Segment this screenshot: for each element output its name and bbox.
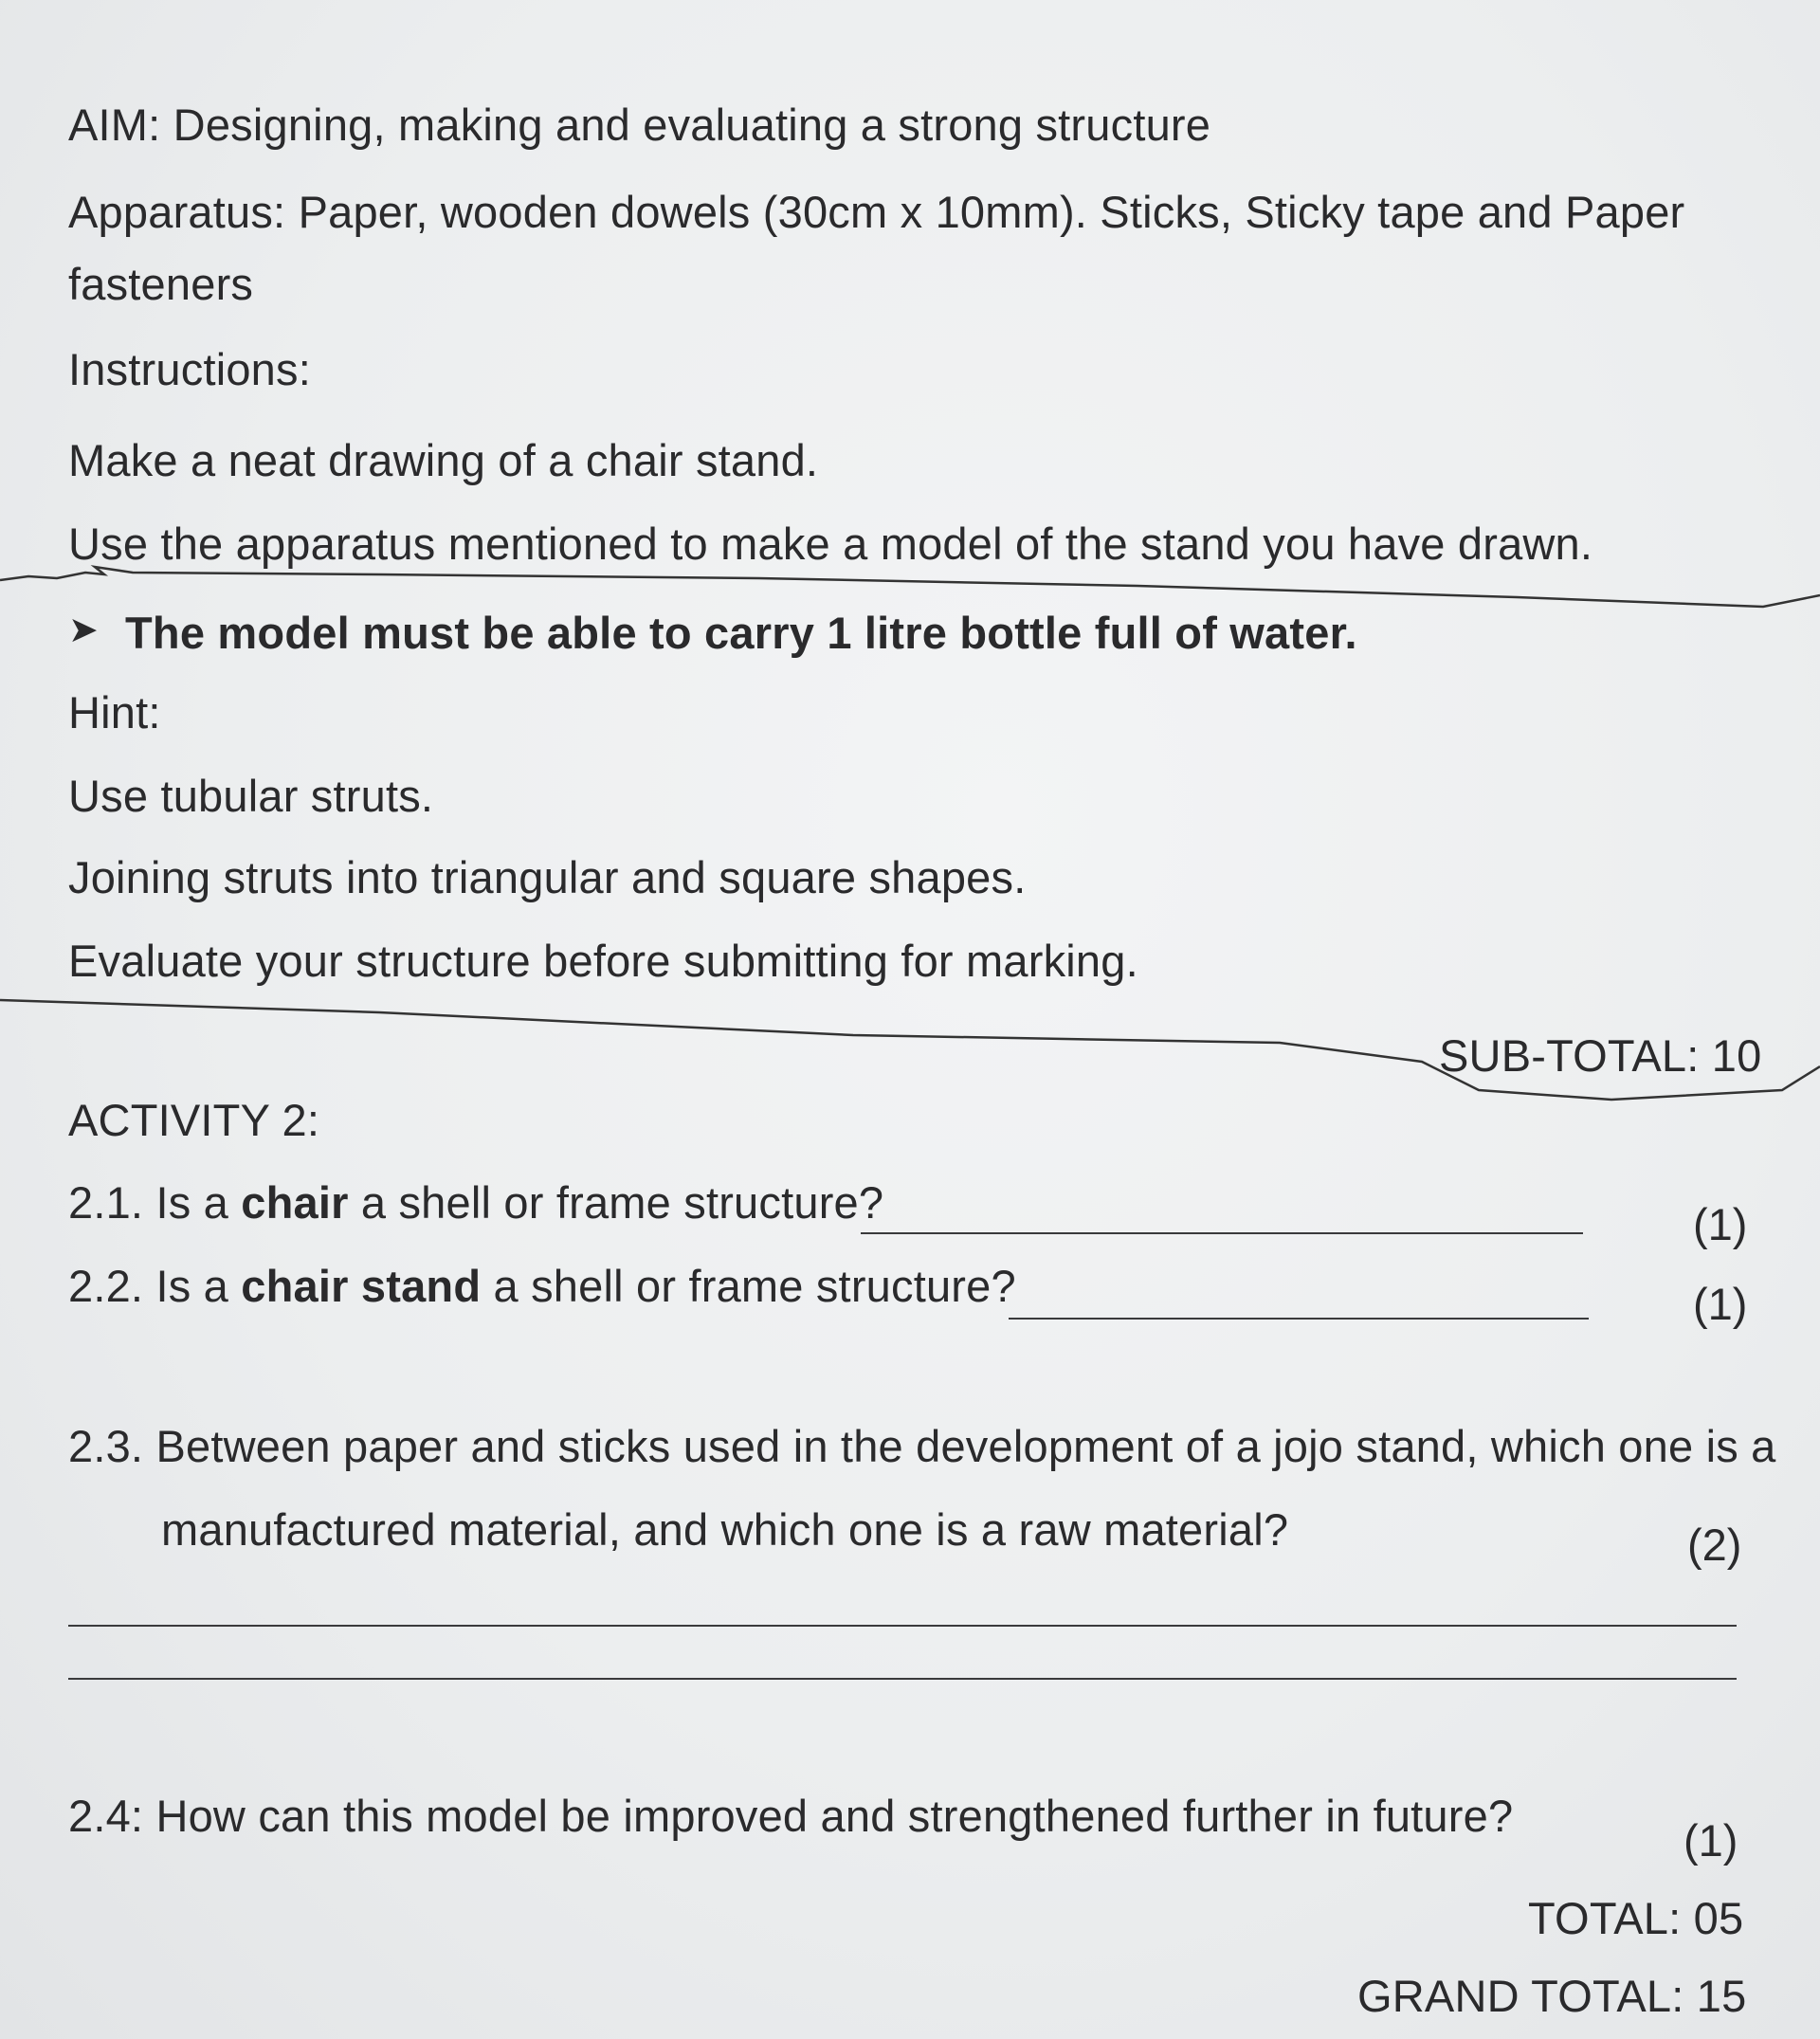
subtotal-text: SUB-TOTAL: 10 bbox=[1439, 1030, 1762, 1081]
question-2-1-keyword: chair bbox=[241, 1177, 349, 1228]
question-2-2: 2.2. Is a chair stand a shell or frame structure? bbox=[68, 1261, 1016, 1311]
grand-total-text: GRAND TOTAL: 15 bbox=[1357, 1971, 1747, 2021]
hint-1: Use tubular struts. bbox=[68, 771, 434, 821]
answer-line-2-2[interactable] bbox=[1009, 1318, 1589, 1320]
instruction-2: Use the apparatus mentioned to make a model of the stand you have drawn. bbox=[68, 519, 1593, 569]
apparatus-line-1: Apparatus: Paper, wooden dowels (30cm x 10mm). Sticks, Sticky tape and Paper bbox=[68, 187, 1685, 237]
instruction-1: Make a neat drawing of a chair stand. bbox=[68, 435, 819, 485]
hint-heading: Hint: bbox=[68, 687, 161, 737]
apparatus-line-2: fasteners bbox=[68, 259, 254, 309]
answer-line-2-3-b[interactable] bbox=[68, 1678, 1737, 1680]
marks-2-3: (2) bbox=[1687, 1520, 1742, 1570]
activity-heading: ACTIVITY 2: bbox=[68, 1095, 320, 1145]
question-2-1: 2.1. Is a chair a shell or frame structure? bbox=[68, 1177, 884, 1228]
arrowhead-bullet-icon: ➤ bbox=[68, 610, 99, 650]
answer-line-2-3-a[interactable] bbox=[68, 1625, 1737, 1627]
upper-cut-edge bbox=[0, 567, 1820, 607]
answer-line-2-1[interactable] bbox=[861, 1232, 1583, 1234]
question-2-3-line-2: manufactured material, and which one is a raw material? bbox=[161, 1504, 1289, 1555]
question-2-3-line-1: 2.3. Between paper and sticks used in the development of a jojo stand, which one is a bbox=[68, 1421, 1776, 1471]
marks-2-2: (1) bbox=[1693, 1279, 1748, 1329]
marks-2-4: (1) bbox=[1684, 1815, 1738, 1866]
question-2-4: 2.4: How can this model be improved and strengthened further in future? bbox=[68, 1791, 1514, 1841]
question-2-2-keyword: chair stand bbox=[241, 1261, 482, 1311]
instructions-heading: Instructions: bbox=[68, 344, 311, 394]
hint-3: Evaluate your structure before submitting for marking. bbox=[68, 936, 1138, 986]
marks-2-1: (1) bbox=[1693, 1199, 1748, 1249]
total-text: TOTAL: 05 bbox=[1528, 1893, 1744, 1943]
hint-2: Joining struts into triangular and square shapes. bbox=[68, 852, 1027, 902]
requirement-text: The model must be able to carry 1 litre bottle full of water. bbox=[125, 608, 1357, 658]
aim-text: AIM: Designing, making and evaluating a strong structure bbox=[68, 100, 1211, 150]
